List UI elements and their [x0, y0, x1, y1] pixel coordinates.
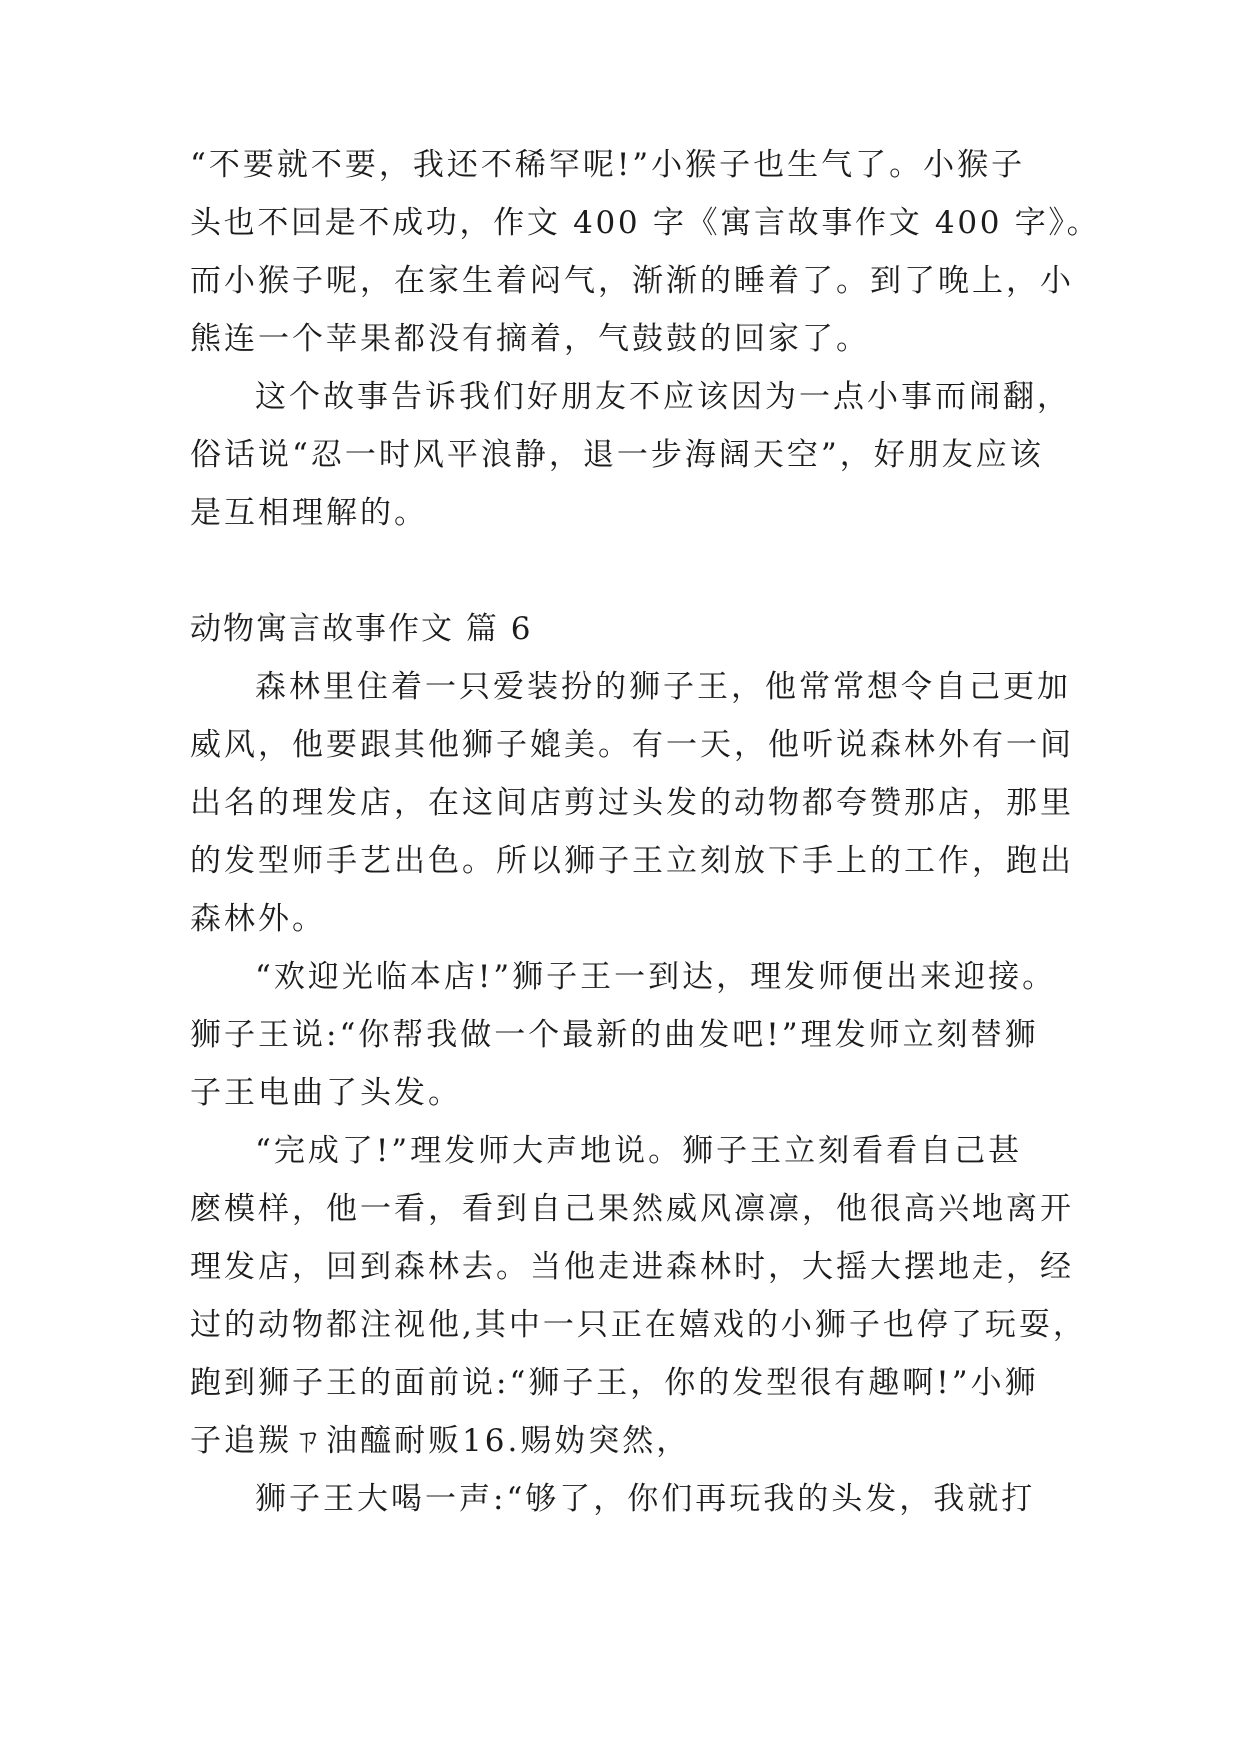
section-heading: 动物寓言故事作文 篇 6 [190, 611, 533, 647]
paragraph-5-line-3: 理发店，回到森林去。当他走进森林时，大摇大摆地走，经 [190, 1249, 1074, 1285]
paragraph-1-line-4: 熊连一个苹果都没有摘着，气鼓鼓的回家了。 [190, 321, 870, 357]
paragraph-2-line-3: 是互相理解的。 [190, 495, 428, 531]
paragraph-1-line-2: 头也不回是不成功，作文 400 字《寓言故事作文 400 字》。 [190, 205, 1101, 241]
paragraph-5-line-2: 麽模样，他一看，看到自己果然威风凛凛，他很高兴地离开 [190, 1191, 1074, 1227]
paragraph-3-line-4: 的发型师手艺出色。所以狮子王立刻放下手上的工作，跑出 [190, 843, 1074, 879]
paragraph-3-line-3: 出名的理发店，在这间店剪过头发的动物都夸赞那店，那里 [190, 785, 1074, 821]
paragraph-3-line-2: 威风，他要跟其他狮子媲美。有一天，他听说森林外有一间 [190, 727, 1074, 763]
paragraph-2-line-1: 这个故事告诉我们好朋友不应该因为一点小事而闹翻， [255, 379, 1071, 415]
paragraph-6-line-1: 狮子王大喝一声:“够了，你们再玩我的头发，我就打 [255, 1481, 1036, 1517]
paragraph-4-line-2: 狮子王说:“你帮我做一个最新的曲发吧!”理发师立刻替狮 [190, 1017, 1039, 1053]
paragraph-3-line-5: 森林外。 [190, 901, 326, 937]
paragraph-2-line-2: 俗话说“忍一时风平浪静，退一步海阔天空”，好朋友应该 [190, 437, 1044, 473]
paragraph-1-line-1: “不要就不要，我还不稀罕呢!”小猴子也生气了。小猴子 [190, 147, 1026, 183]
paragraph-5-line-5: 跑到狮子王的面前说:“狮子王，你的发型很有趣啊!”小狮 [190, 1365, 1039, 1401]
paragraph-5-line-6: 子追羰ㄗ油醯耐贩16.赐妫突然， [190, 1423, 691, 1459]
paragraph-1-line-3: 而小猴子呢，在家生着闷气，渐渐的睡着了。到了晚上，小 [190, 263, 1074, 299]
paragraph-4-line-3: 子王电曲了头发。 [190, 1075, 462, 1111]
paragraph-3-line-1: 森林里住着一只爱装扮的狮子王，他常常想令自己更加 [255, 669, 1071, 705]
paragraph-5-line-1: “完成了!”理发师大声地说。狮子王立刻看看自己甚 [255, 1133, 1023, 1169]
paragraph-5-line-4: 过的动物都注视他,其中一只正在嬉戏的小狮子也停了玩耍， [190, 1307, 1087, 1343]
paragraph-4-line-1: “欢迎光临本店!”狮子王一到达，理发师便出来迎接。 [255, 959, 1057, 995]
